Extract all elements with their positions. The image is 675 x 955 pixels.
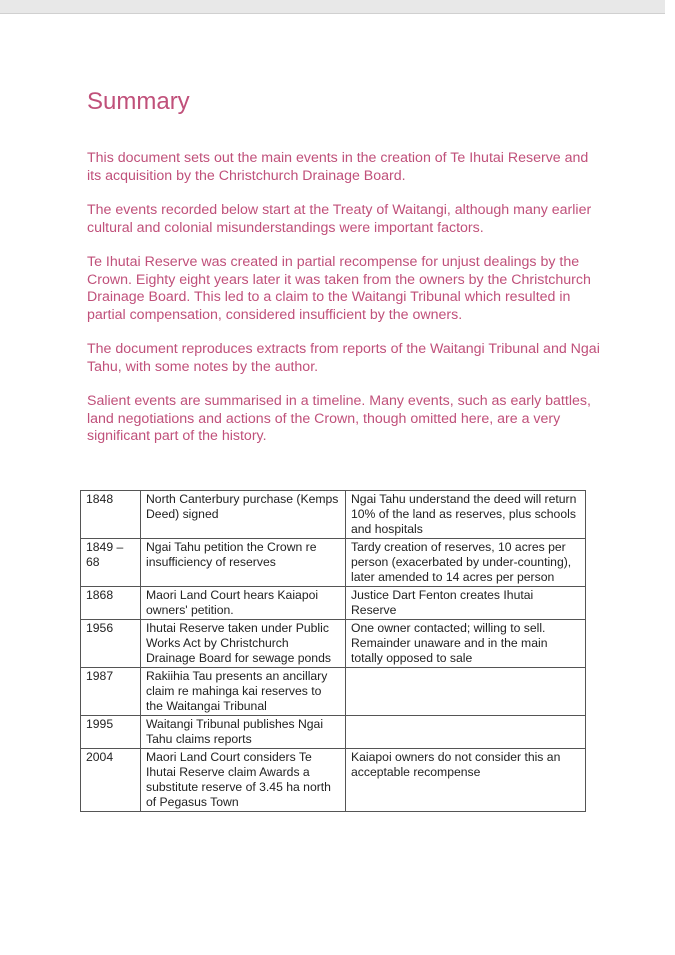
timeline-note: Ngai Tahu understand the deed will return 10% of the land as reserves, plus schools and hospitals <box>346 491 586 539</box>
timeline-event: Ihutai Reserve taken under Public Works Act by Christchurch Drainage Board for sewage ponds <box>141 620 346 668</box>
timeline-event: Maori Land Court considers Te Ihutai Reserve claim Awards a substitute reserve of 3.45 ha north of Pegasus Town <box>141 749 346 812</box>
timeline-year: 1995 <box>81 716 141 749</box>
page-top-strip <box>0 0 665 14</box>
timeline-year: 1868 <box>81 587 141 620</box>
page-title: Summary <box>87 88 190 115</box>
table-row <box>81 749 586 812</box>
timeline-note <box>346 668 586 716</box>
timeline-note <box>346 716 586 749</box>
timeline-event: Ngai Tahu petition the Crown re insufficiency of reserves <box>141 539 346 587</box>
table-row <box>81 491 586 539</box>
summary-paragraph: The events recorded below start at the Treaty of Waitangi, although many earlier cultural and colonial misunderstandings were important factors. <box>87 202 592 236</box>
timeline-event: Rakiihia Tau presents an ancillary claim re mahinga kai reserves to the Waitangai Tribunal <box>141 668 346 716</box>
timeline-table <box>80 490 586 812</box>
timeline-note: Tardy creation of reserves, 10 acres per person (exacerbated by under-counting), later amended to 14 acres per person <box>346 539 586 587</box>
summary-paragraph: This document sets out the main events in the creation of Te Ihutai Reserve and its acquisition by the Christchurch Drainage Board. <box>87 150 589 184</box>
table-row <box>81 668 586 716</box>
timeline-note: One owner contacted; willing to sell. Remainder unaware and in the main totally opposed to sale <box>346 620 586 668</box>
summary-paragraph: The document reproduces extracts from reports of the Waitangi Tribunal and Ngai Tahu, with some notes by the author. <box>87 341 600 375</box>
table-row <box>81 716 586 749</box>
timeline-event: Maori Land Court hears Kaiapoi owners' petition. <box>141 587 346 620</box>
timeline-year: 1849 – 68 <box>81 539 141 587</box>
timeline-event: North Canterbury purchase (Kemps Deed) signed <box>141 491 346 539</box>
table-row <box>81 620 586 668</box>
timeline-note: Justice Dart Fenton creates Ihutai Reserve <box>346 587 586 620</box>
timeline-year: 1956 <box>81 620 141 668</box>
summary-paragraph: Salient events are summarised in a timeline. Many events, such as early battles, land negotiations and actions of the Crown, though omitted here, are a very significant part of the history. <box>87 393 591 444</box>
timeline-year: 1987 <box>81 668 141 716</box>
summary-paragraphs <box>87 150 602 463</box>
timeline-event: Waitangi Tribunal publishes Ngai Tahu claims reports <box>141 716 346 749</box>
timeline-year: 2004 <box>81 749 141 812</box>
timeline-note: Kaiapoi owners do not consider this an acceptable recompense <box>346 749 586 812</box>
table-row <box>81 539 586 587</box>
summary-paragraph: Te Ihutai Reserve was created in partial recompense for unjust dealings by the Crown. Eighty eight years later it was taken from the owners by the Christchurch Drainage Board. This led to a claim to the Waitangi Tribunal which resulted in partial compensation, considered insufficient by the owners. <box>87 254 591 323</box>
table-row <box>81 587 586 620</box>
timeline-year: 1848 <box>81 491 141 539</box>
